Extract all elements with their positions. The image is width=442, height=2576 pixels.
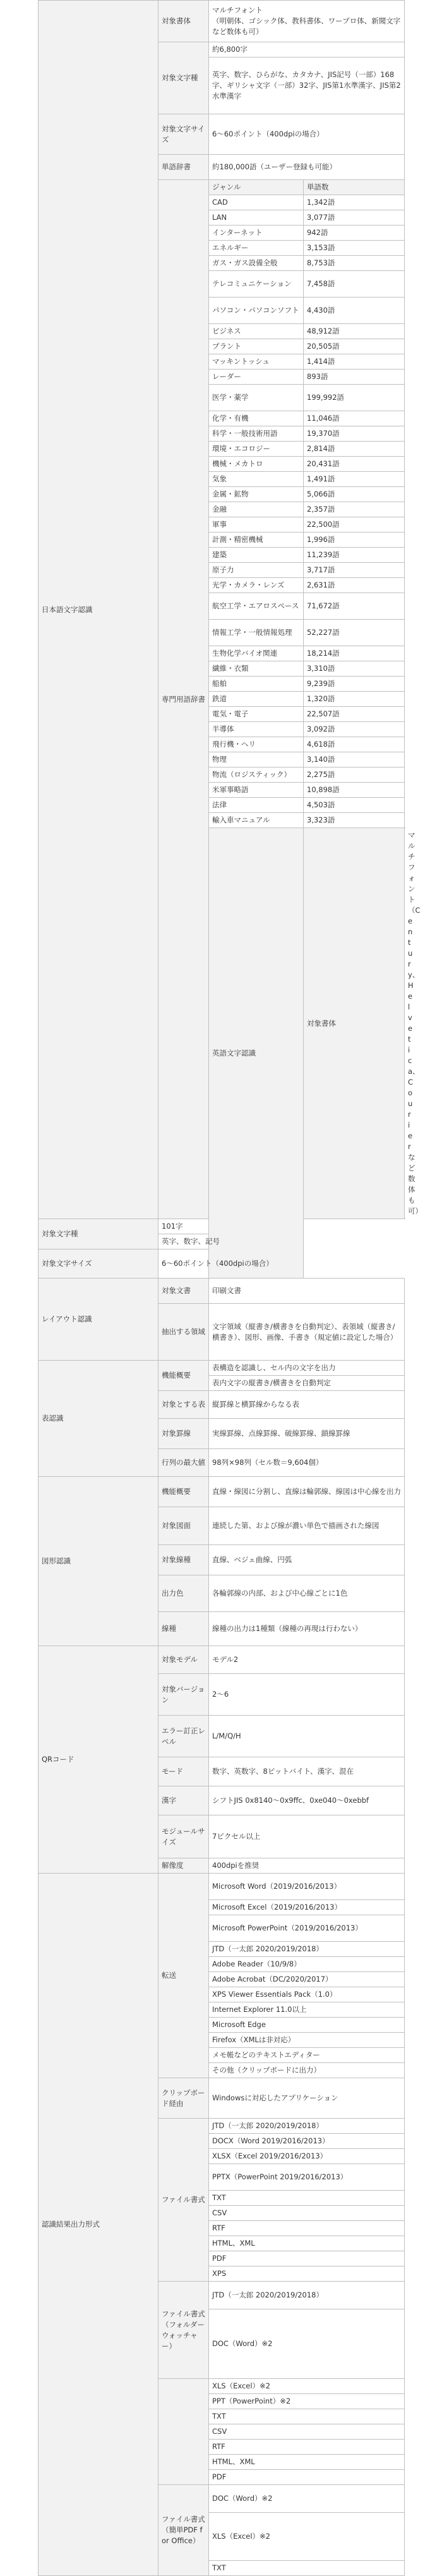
genre-name: 物流（ロジスティック）: [209, 767, 304, 783]
out-file-item: RTF: [209, 2221, 405, 2236]
qr-res-value: 400dpiを推奨: [209, 1858, 405, 1874]
jp-chars-label: 対象文字種: [158, 42, 209, 114]
out-transfer-item: Adobe Reader（10/9/8）: [209, 1957, 405, 1972]
genre-count: 18,214語: [304, 646, 405, 661]
genre-name: 金融: [209, 502, 304, 517]
qr-model-label: 対象モデル: [158, 1646, 209, 1674]
genre-name: ビジネス: [209, 324, 304, 339]
genre-count: 5,066語: [304, 487, 405, 502]
out-file-item: JTD（一太郎 2020/2019/2018）: [209, 2119, 405, 2134]
out-easy-item: XLS（Excel）※2: [209, 2513, 405, 2561]
out-file-label: ファイル書式: [158, 2119, 209, 2282]
genre-name: マッキントッシュ: [209, 354, 304, 370]
cat-english: 英語文字認識: [209, 828, 304, 1279]
genre-count: 3,092語: [304, 722, 405, 737]
out-folder-label: [158, 2282, 209, 2379]
genre-name: CAD: [209, 195, 304, 210]
genre-name: 金属・鉱物: [209, 487, 304, 502]
genre-name: プラント: [209, 339, 304, 354]
genre-count: 1,414語: [304, 354, 405, 370]
genre-count: 20,431語: [304, 457, 405, 472]
genre-head-name: ジャンル: [209, 180, 304, 195]
genre-name: 米軍事略語: [209, 783, 304, 798]
out-folder-item: RTF: [209, 2440, 405, 2455]
table-lines-label: 対象罫線: [158, 1419, 209, 1449]
genre-name: 生物化学バイオ関連: [209, 646, 304, 661]
qr-mode-label: モード: [158, 1757, 209, 1786]
en-size-value: 6～60ポイント（400dpiの場合）: [158, 1249, 304, 1279]
genre-count: 199,992語: [304, 385, 405, 411]
out-folder-item: JTD（一太郎 2020/2019/2018）: [209, 2282, 405, 2309]
figure-func-value: 直線・線図に分割し、直線は輪郭線、線図は中心線を出力: [209, 1477, 405, 1507]
out-easy-label: ファイル書式（簡単PDF for Office）: [158, 2485, 209, 2576]
out-transfer-item: XPS Viewer Essentials Pack（1.0）: [209, 1987, 405, 2002]
jp-font-main: マルチフォント: [212, 6, 263, 15]
out-file-item: PPTX（PowerPoint 2019/2016/2013）: [209, 2164, 405, 2191]
genre-count: 3,310語: [304, 661, 405, 677]
genre-count: 10,898語: [304, 783, 405, 798]
genre-name: 光学・カメラ・レンズ: [209, 578, 304, 593]
genre-count: 3,077語: [304, 210, 405, 226]
figure-lines-value: 直線、ベジェ曲線、円弧: [209, 1545, 405, 1575]
out-easy-item: DOC（Word）※2: [209, 2485, 405, 2513]
qr-module-label: モジュールサイズ: [158, 1815, 209, 1858]
out-folder-item: HTML、XML: [209, 2455, 405, 2470]
figure-target-value: 連続した第、および線が濃い単色で描画された線図: [209, 1507, 405, 1545]
jp-font-label: 対象書体: [158, 1, 209, 42]
jp-size-value: 6～60ポイント（400dpiの場合）: [209, 114, 405, 155]
en-chars-label: 対象文字種: [39, 1219, 158, 1249]
jp-font-note: （明朝体、ゴシック体、教科書体、ワープロ体、新聞文字など数体も可）: [212, 16, 401, 36]
genre-name: 航空工学・エアロスペース: [209, 593, 304, 620]
layout-region-label: 抽出する領域: [158, 1304, 209, 1361]
figure-color-value: 各輪郭線の内部、および中心線ごとに1色: [209, 1575, 405, 1612]
out-transfer-item: Internet Explorer 11.0以上: [209, 2002, 405, 2018]
out-folder-item: TXT: [209, 2409, 405, 2424]
genre-name: 輸入車マニュアル: [209, 813, 304, 828]
genre-count: 8,753語: [304, 256, 405, 271]
out-file-item: HTML、XML: [209, 2236, 405, 2251]
qr-kanji-label: 漢字: [158, 1786, 209, 1815]
out-file-item: PDF: [209, 2251, 405, 2266]
out-folder-item: PPT（PowerPoint）※2: [209, 2394, 405, 2409]
out-file-item: CSV: [209, 2206, 405, 2221]
genre-count: 942語: [304, 226, 405, 241]
out-file-item: XLSX（Excel 2019/2016/2013）: [209, 2149, 405, 2164]
out-file-item: TXT: [209, 2191, 405, 2206]
jp-char-count: 約6,800字: [209, 42, 405, 57]
genre-name: 物理: [209, 752, 304, 767]
genre-count: 11,239語: [304, 548, 405, 563]
genre-name: 機械・メカトロ: [209, 457, 304, 472]
out-file-item: DOCX（Word 2019/2016/2013）: [209, 2134, 405, 2149]
out-folder-item: XLS（Excel）※2: [209, 2379, 405, 2394]
out-transfer-item: その他（クリップボードに出力）: [209, 2063, 405, 2078]
out-transfer-item: Adobe Acrobat（DC/2020/2017）: [209, 1972, 405, 1987]
cat-qr: QRコード: [39, 1646, 158, 1874]
genre-name: レーダー: [209, 370, 304, 385]
out-transfer-item: Microsoft Word（2019/2016/2013）: [209, 1874, 405, 1900]
en-chars-count: 101字: [158, 1219, 304, 1234]
genre-name: ガス・ガス設備全般: [209, 256, 304, 271]
out-transfer-item: メモ帳などのテキストエディター: [209, 2048, 405, 2063]
table-lines-value: 実線罫線、点線罫線、破線罫線、鎖線罫線: [209, 1419, 405, 1449]
genre-count: 1,996語: [304, 533, 405, 548]
qr-model-value: モデル2: [209, 1646, 405, 1674]
genre-name: 環境・エコロジー: [209, 442, 304, 457]
genre-count: 20,505語: [304, 339, 405, 354]
genre-count: 71,672語: [304, 593, 405, 620]
genre-count: 4,503語: [304, 798, 405, 813]
qr-mode-value: 数字、英数字、8ビットバイト、漢字、混在: [209, 1757, 405, 1786]
genre-name: 電気・電子: [209, 707, 304, 722]
genre-count: 1,342語: [304, 195, 405, 210]
genre-count: 2,357語: [304, 502, 405, 517]
genre-name: 気象: [209, 472, 304, 487]
en-font-main: マルチフォント: [408, 831, 415, 904]
figure-func-label: 機能概要: [158, 1477, 209, 1507]
figure-lines-label: 対象線種: [158, 1545, 209, 1575]
genre-count: 7,458語: [304, 271, 405, 298]
genre-name: エネルギー: [209, 241, 304, 256]
genre-count: 1,320語: [304, 692, 405, 707]
genre-count: 3,153語: [304, 241, 405, 256]
table-max-value: 98列×98列（セル数＝9,604個）: [209, 1449, 405, 1477]
en-font-note: （Century、Helvetica、Courierなど数体も可）: [408, 906, 423, 1215]
jp-genre-label: 専門用語辞書: [158, 180, 209, 1219]
qr-kanji-value: シフトJIS 0x8140～0x9ffc、0xe040～0xebbf: [209, 1786, 405, 1815]
genre-count: 4,618語: [304, 737, 405, 752]
genre-count: 48,912語: [304, 324, 405, 339]
jp-font-value: [209, 1, 405, 42]
genre-name: テレコミュニケーション: [209, 271, 304, 298]
layout-target-label: 対象文書: [158, 1279, 209, 1304]
genre-count: 1,491語: [304, 472, 405, 487]
out-folder-item: DOC（Word）※2: [209, 2309, 405, 2379]
cat-table: 表認識: [39, 1361, 158, 1477]
out-transfer-item: Microsoft PowerPoint（2019/2016/2013）: [209, 1915, 405, 1942]
genre-count: 22,500語: [304, 517, 405, 533]
genre-name: 繊維・衣類: [209, 661, 304, 677]
cat-layout: レイアウト認識: [39, 1279, 158, 1361]
genre-name: LAN: [209, 210, 304, 226]
en-chars-kinds: 英字、数字、記号: [158, 1234, 304, 1249]
genre-name: 建築: [209, 548, 304, 563]
qr-version-label: 対象バージョン: [158, 1674, 209, 1716]
out-folder-cont: [158, 2379, 209, 2485]
out-transfer-item: Microsoft Excel（2019/2016/2013）: [209, 1900, 405, 1915]
genre-count: 893語: [304, 370, 405, 385]
jp-chars-value: 英字、数字、ひらがな、カタカナ、JIS記号（一部）168字、ギリシャ文字（一部）32字、JIS第1水準漢字、JIS第2水準漢字: [209, 57, 405, 114]
genre-name: 法律: [209, 798, 304, 813]
genre-name: インターネット: [209, 226, 304, 241]
en-size-label: 対象文字サイズ: [39, 1249, 158, 1279]
genre-name: 半導体: [209, 722, 304, 737]
qr-ecc-label: エラー訂正レベル: [158, 1716, 209, 1757]
qr-ecc-value: L/M/Q/H: [209, 1716, 405, 1757]
out-folder-item: PDF: [209, 2470, 405, 2485]
table-target-value: 縦罫線と横罫線からなる表: [209, 1391, 405, 1419]
out-file-item: XPS: [209, 2266, 405, 2282]
out-transfer-item: Microsoft Edge: [209, 2018, 405, 2033]
out-easy-item: TXT: [209, 2561, 405, 2576]
cat-japanese: 日本語文字認識: [39, 1, 158, 1219]
table-max-label: 行列の最大値: [158, 1449, 209, 1477]
out-folder-label-text: ファイル書式（フォルダーウォッチャー）: [162, 2309, 205, 2350]
genre-name: 船舶: [209, 677, 304, 692]
cat-figure: 図形認識: [39, 1477, 158, 1646]
genre-name: 計測・精密機械: [209, 533, 304, 548]
genre-count: 11,046語: [304, 411, 405, 426]
genre-count: 19,370語: [304, 426, 405, 442]
genre-count: 22,507語: [304, 707, 405, 722]
genre-count: 52,227語: [304, 620, 405, 646]
figure-target-label: 対象図面: [158, 1507, 209, 1545]
table-target-label: 対象とする表: [158, 1391, 209, 1419]
genre-name: 軍事: [209, 517, 304, 533]
genre-count: 2,275語: [304, 767, 405, 783]
jp-dict-value: 約180,000語（ユーザー登録も可能）: [209, 155, 405, 180]
out-transfer-item: Firefox（XMLは非対応）: [209, 2033, 405, 2048]
cat-output: 認識結果出力形式: [39, 1874, 158, 2576]
out-transfer-label: 転送: [158, 1874, 209, 2078]
genre-name: 鉄道: [209, 692, 304, 707]
en-font-label: 対象書体: [304, 828, 405, 1219]
genre-count: 3,717語: [304, 563, 405, 578]
genre-count: 2,814語: [304, 442, 405, 457]
out-transfer-item: JTD（一太郎 2020/2019/2018）: [209, 1942, 405, 1957]
genre-name: 科学・一般技術用語: [209, 426, 304, 442]
qr-version-value: 2～6: [209, 1674, 405, 1716]
spec-table: [38, 0, 423, 2576]
genre-count: 3,140語: [304, 752, 405, 767]
qr-module-value: 7ピクセル以上: [209, 1815, 405, 1858]
table-func-value2: 表内文字の縦書き/横書きを自動判定: [209, 1376, 405, 1391]
genre-name: 飛行機・ヘリ: [209, 737, 304, 752]
table-func-value: 表構造を認識し、セル内の文字を出力: [209, 1361, 405, 1376]
table-func-label: 機能概要: [158, 1361, 209, 1391]
out-folder-item: CSV: [209, 2424, 405, 2440]
layout-region-value: 文字領域（縦書き/横書きを自動判定）、表領域（縦書き/横書き）、図形、画像、手書き（規定値に設定した場合）: [209, 1304, 405, 1361]
genre-name: 医学・薬学: [209, 385, 304, 411]
genre-count: 2,631語: [304, 578, 405, 593]
genre-head-count: 単語数: [304, 180, 405, 195]
genre-name: 情報工学・一般情報処理: [209, 620, 304, 646]
jp-size-label: 対象文字サイズ: [158, 114, 209, 155]
genre-count: 3,323語: [304, 813, 405, 828]
figure-color-label: 出力色: [158, 1575, 209, 1612]
genre-name: パソコン・パソコンソフト: [209, 298, 304, 324]
genre-name: 原子力: [209, 563, 304, 578]
out-clipboard-value: Windowsに対応したアプリケーション: [209, 2078, 405, 2119]
genre-count: 4,430語: [304, 298, 405, 324]
qr-res-label: 解像度: [158, 1858, 209, 1874]
figure-style-value: 線種の出力は1種類（線種の再現は行わない）: [209, 1612, 405, 1646]
jp-dict-label: 単語辞書: [158, 155, 209, 180]
out-clipboard-label: クリップボード経由: [158, 2078, 209, 2119]
layout-target-value: 印刷文書: [209, 1279, 405, 1304]
genre-name: 化学・有機: [209, 411, 304, 426]
figure-style-label: 線種: [158, 1612, 209, 1646]
genre-count: 9,239語: [304, 677, 405, 692]
